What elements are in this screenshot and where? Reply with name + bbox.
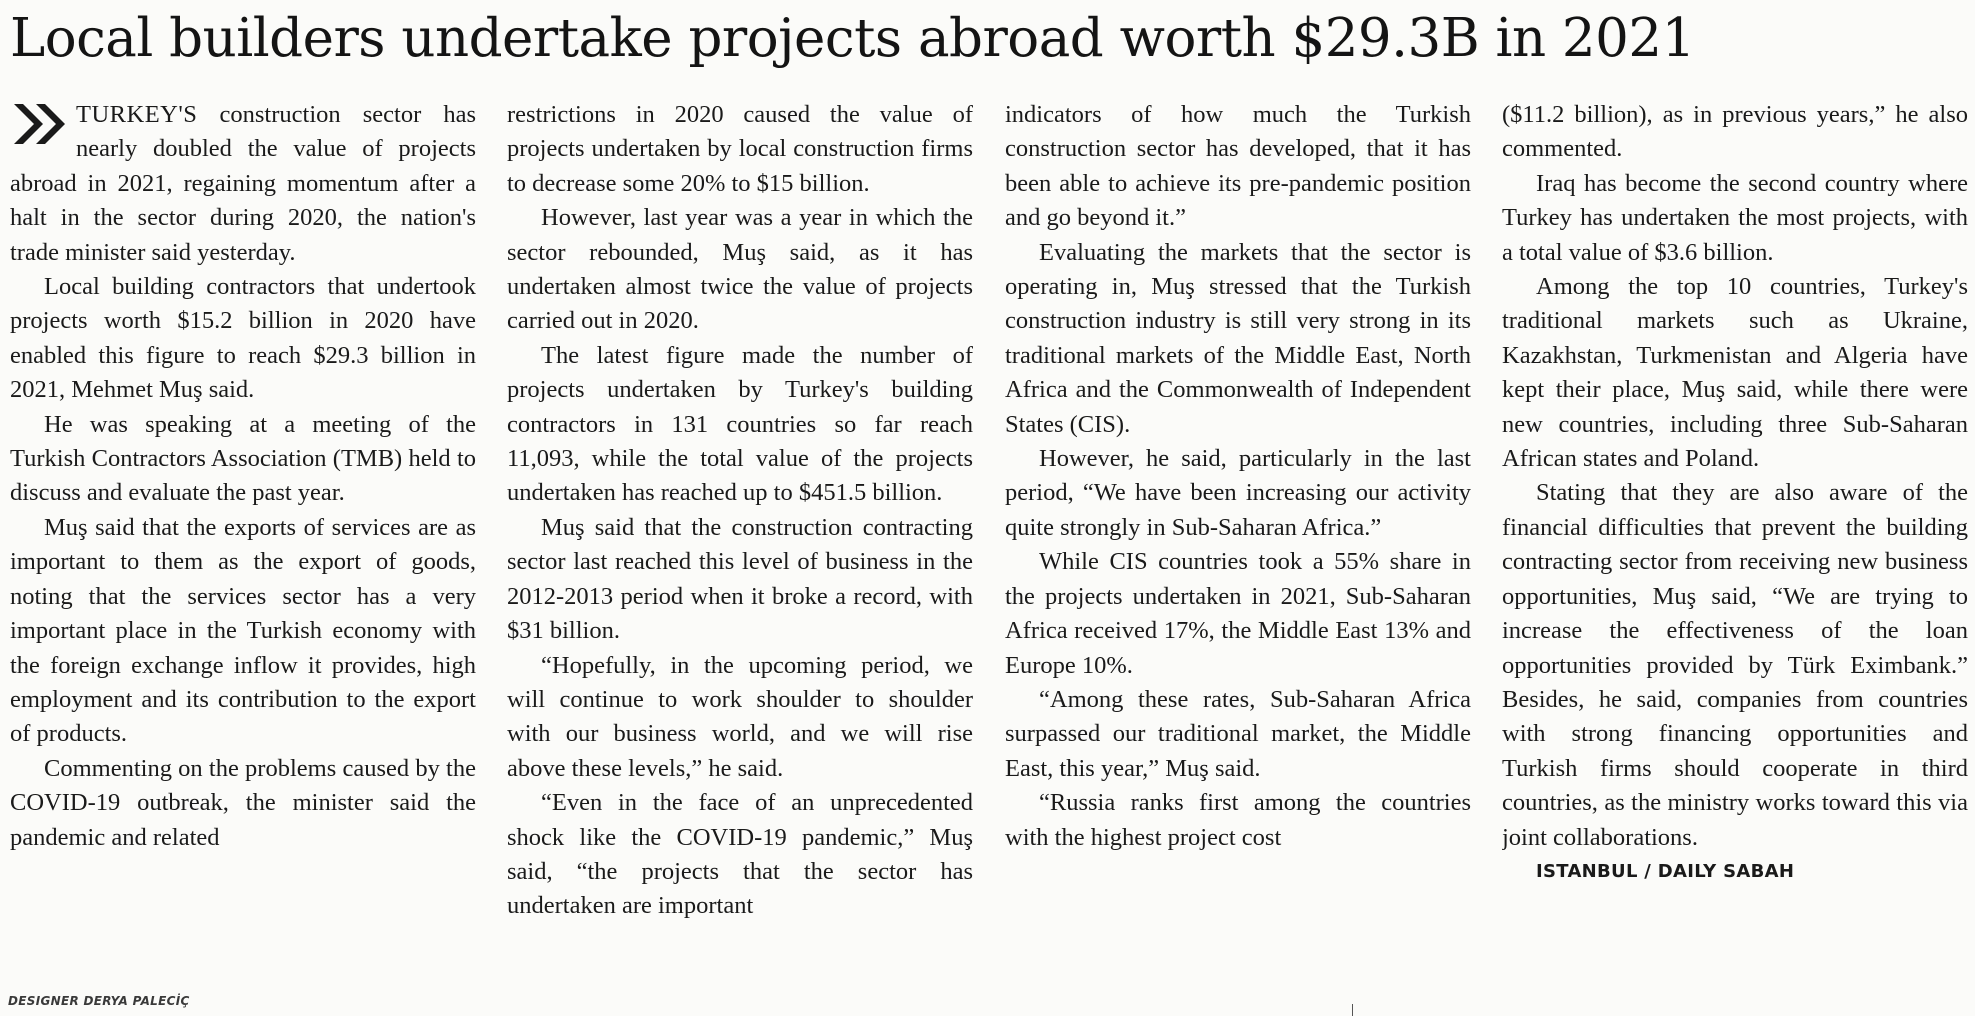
paragraph: Evaluating the markets that the sector is operating in, Muş stressed that the Turkish construction industry is still very strong in its traditional markets of the Middle East, North Africa and the Commonwealth of Independent States (CIS). bbox=[1005, 238, 1471, 438]
article-column-2 bbox=[507, 98, 973, 970]
paragraph: However, last year was a year in which the sector rebounded, Muş said, as it has undertaken almost twice the value of projects carried out in 2020. bbox=[507, 204, 973, 335]
paragraph: The latest figure made the number of projects undertaken by Turkey's building contractors in 131 countries so far reach 11,093, while the total value of the projects undertaken has reached up to $451.5 billion. bbox=[507, 341, 973, 507]
paragraph: Among the top 10 countries, Turkey's traditional markets such as Ukraine, Kazakhstan, Turkmenistan and Algeria have kept their place, Muş said, while there were new countries, including three Sub-Saharan African states and Poland. bbox=[1502, 273, 1968, 473]
paragraph: Local building contractors that undertook projects worth $15.2 billion in 2020 have enabled this figure to reach $29.3 billion in 2021, Mehmet Muş said. bbox=[10, 273, 476, 404]
crop-mark bbox=[1352, 1004, 1353, 1016]
paragraph: indicators of how much the Turkish construction sector has developed, that it has been able to achieve its pre-pandemic position and go beyond it.” bbox=[1005, 101, 1471, 232]
paragraph: He was speaking at a meeting of the Turkish Contractors Association (TMB) held to discuss and evaluate the past year. bbox=[10, 410, 476, 507]
paragraph: “Hopefully, in the upcoming period, we will continue to work shoulder to shoulder with our business world, and we will rise above these levels,” he said. bbox=[507, 651, 973, 782]
article-body bbox=[10, 98, 1968, 970]
article-column-3 bbox=[1005, 98, 1471, 970]
byline-credit: ISTANBUL / DAILY SABAH bbox=[1536, 860, 1795, 882]
paragraph: While CIS countries took a 55% share in the projects undertaken in 2021, Sub-Saharan Africa received 17%, the Middle East 13% and Europe 10%. bbox=[1005, 548, 1471, 679]
article-column-4 bbox=[1502, 98, 1968, 970]
paragraph: However, he said, particularly in the last period, “We have been increasing our activity quite strongly in Sub-Saharan Africa.” bbox=[1005, 445, 1471, 541]
paragraph: Commenting on the problems caused by the COVID-19 outbreak, the minister said the pandemic and related bbox=[10, 754, 476, 851]
article-headline: Local builders undertake projects abroad worth $29.3B in 2021 bbox=[10, 8, 1695, 69]
paragraph: Stating that they are also aware of the financial difficulties that prevent the building contracting sector from receiving new business opportunities, Muş said, “We are trying to increase the effectiveness of the loan opportunities provided by Türk Eximbank.” Besides, he said, companies from countries with strong financing opportunities and Turkish firms should cooperate in third countries, as the ministry works toward this via joint collaborations. bbox=[1502, 479, 1968, 851]
lead-paragraph bbox=[10, 98, 476, 270]
paragraph: restrictions in 2020 caused the value of projects undertaken by local construction firms to decrease some 20% to $15 billion. bbox=[507, 101, 973, 197]
designer-credit: DESIGNER DERYA PALECİÇ bbox=[8, 994, 190, 1008]
double-chevron-right-icon bbox=[10, 102, 70, 146]
paragraph: Iraq has become the second country where Turkey has undertaken the most projects, with a total value of $3.6 billion. bbox=[1502, 169, 1968, 266]
article-column-1 bbox=[10, 98, 476, 970]
paragraph: ($11.2 billion), as in previous years,” he also commented. bbox=[1502, 101, 1968, 163]
lead-word: TURKEY'S bbox=[76, 101, 198, 128]
lead-paragraph-text: construction sector has nearly doubled the value of projects abroad in 2021, regaining momentum after a halt in the sector during 2020, the nation's trade minister said yesterday. bbox=[10, 101, 476, 266]
paragraph: Muş said that the construction contracting sector last reached this level of business in the 2012-2013 period when it broke a record, with $31 billion. bbox=[507, 513, 973, 645]
paragraph: “Even in the face of an unprecedented shock like the COVID-19 pandemic,” Muş said, “the projects that the sector has undertaken are important bbox=[507, 789, 973, 920]
paragraph: Muş said that the exports of services are as important to them as the export of goods, noting that the services sector has a very important place in the Turkish economy with the foreign exchange inflow it provides, high employment and its contribution to the export of products. bbox=[10, 513, 476, 748]
paragraph: “Russia ranks first among the countries with the highest project cost bbox=[1005, 789, 1471, 851]
paragraph: “Among these rates, Sub-Saharan Africa surpassed our traditional market, the Middle East, this year,” Muş said. bbox=[1005, 685, 1471, 782]
